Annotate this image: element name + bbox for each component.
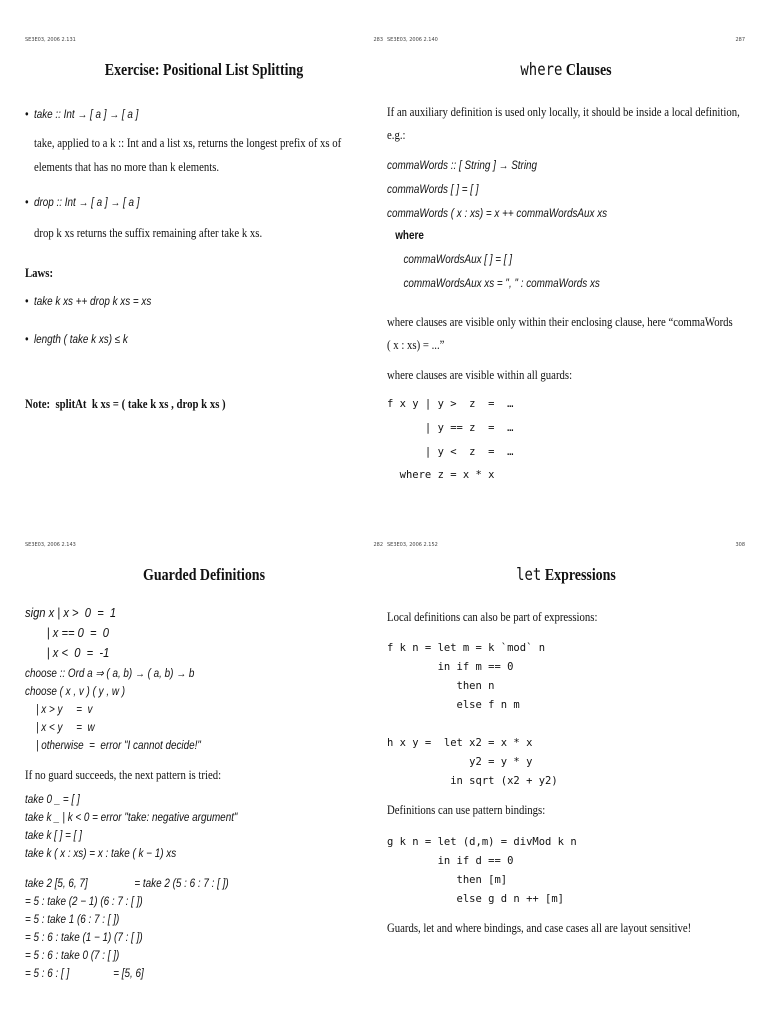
header-page: 287 (735, 37, 745, 43)
code-line: = 5 : 6 : take (1 − 1) (7 : [ ]) (25, 932, 143, 944)
header-page: 282 (373, 542, 383, 548)
code-line: commaWords ( x : xs) = x ++ commaWordsAux xs (387, 208, 608, 220)
slide-where-clauses (387, 0, 745, 500)
header-page: 283 (373, 37, 383, 43)
text-line: • drop :: Int → [ a ] → [ a ] (25, 197, 140, 209)
code-line: choose :: Ord a ⇒ ( a, b) → ( a, b) → b (25, 668, 195, 680)
code-line: sign x | x > 0 = 1 (25, 605, 117, 620)
title-keyword: where (520, 60, 563, 80)
code-line: in if m == 0 (387, 661, 514, 673)
code-line: take 0 _ = [ ] (25, 794, 80, 806)
title-text: Clauses (562, 60, 612, 79)
code-line: | y == z = … (387, 422, 514, 434)
code-line: else g d n ++ [m] (387, 893, 565, 905)
text-line: • take :: Int → [ a ] → [ a ] (25, 109, 139, 121)
code-line: commaWords :: [ String ] → String (387, 160, 538, 172)
code-line: then n (387, 680, 495, 692)
slide-title (419, 565, 713, 585)
code-line: take k _ | k < 0 = error "take: negative argument" (25, 812, 238, 824)
title-text: Expressions (541, 565, 616, 584)
slide-positional-list-splitting (25, 0, 383, 500)
code-line: | x < y = w (25, 722, 95, 734)
text-line: • take k xs ++ drop k xs = xs (25, 296, 152, 308)
header-page: 308 (735, 542, 745, 548)
code-line: take 2 [5, 6, 7] = take 2 (5 : 6 : 7 : [ ]) (25, 878, 229, 890)
text-line: where clauses are visible within all guards: (387, 368, 573, 382)
code-line: | x < 0 = -1 (25, 645, 110, 660)
text-line: e.g.: (387, 128, 406, 142)
header-course: SE3E03, 2006 2.152 (387, 542, 438, 548)
code-line: | y < z = … (387, 446, 514, 458)
text-line: If no guard succeeds, the next pattern is tried: (25, 768, 222, 782)
code-line: take k [ ] = [ ] (25, 830, 82, 842)
code-line: = 5 : take (2 − 1) (6 : 7 : [ ]) (25, 896, 143, 908)
header-course: SE3E03, 2006 2.131 (25, 37, 76, 43)
code-line: | otherwise = error "I cannot decide!" (25, 740, 201, 752)
slide-let-expressions (387, 505, 745, 1005)
text-line: take, applied to a k :: Int and a list xs, returns the longest prefix of xs of (34, 136, 342, 150)
note-line: Note: splitAt k xs = ( take k xs , drop k xs ) (25, 397, 226, 411)
laws-heading: Laws: (25, 266, 54, 280)
code-line: where (387, 230, 424, 242)
text-line: If an auxiliary definition is used only locally, it should be inside a local definition, (387, 105, 740, 119)
code-line: | x > y = v (25, 704, 93, 716)
code-line: = 5 : 6 : take 0 (7 : [ ]) (25, 950, 120, 962)
text-line: ( x : xs) = ...” (387, 338, 445, 352)
text-line: elements that has no more than k elements. (34, 160, 220, 174)
slide-title (419, 60, 713, 80)
code-line: h x y = let x2 = x * x (387, 737, 533, 749)
slide-title: Exercise: Positional List Splitting (104, 60, 304, 79)
code-line: choose ( x , v ) ( y , w ) (25, 686, 126, 698)
code-line: = 5 : 6 : [ ] = [5, 6] (25, 968, 144, 980)
text-line: Definitions can use pattern bindings: (387, 803, 546, 817)
slide-guarded-definitions (25, 505, 383, 1005)
text-line: drop k xs returns the suffix remaining after take k xs. (34, 226, 263, 240)
code-line: in if d == 0 (387, 855, 514, 867)
code-line: else f n m (387, 699, 520, 711)
code-line: commaWordsAux [ ] = [ ] (387, 254, 513, 266)
text-line: where clauses are visible only within their enclosing clause, here “commaWords (387, 315, 733, 329)
slide-title: Guarded Definitions (142, 565, 266, 584)
code-line: in sqrt (x2 + y2) (387, 775, 558, 787)
code-line: where z = x * x (387, 469, 495, 481)
code-line: y2 = y * y (387, 756, 533, 768)
text-line: • length ( take k xs) ≤ k (25, 334, 128, 346)
code-line: f k n = let m = k `mod` n (387, 642, 546, 654)
code-line: commaWords [ ] = [ ] (387, 184, 479, 196)
code-line: f x y | y > z = … (387, 398, 514, 410)
code-line: take k ( x : xs) = x : take ( k − 1) xs (25, 848, 177, 860)
header-course: SE3E03, 2006 2.143 (25, 542, 76, 548)
title-keyword: let (516, 565, 542, 585)
text-line: Guards, let and where bindings, and case cases all are layout sensitive! (387, 921, 692, 935)
code-line: g k n = let (d,m) = divMod k n (387, 836, 577, 848)
code-line: | x == 0 = 0 (25, 625, 110, 640)
code-line: = 5 : take 1 (6 : 7 : [ ]) (25, 914, 120, 926)
code-line: commaWordsAux xs = ", " : commaWords xs (387, 278, 600, 290)
header-course: SE3E03, 2006 2.140 (387, 37, 438, 43)
text-line: Local definitions can also be part of expressions: (387, 610, 598, 624)
code-line: then [m] (387, 874, 508, 886)
